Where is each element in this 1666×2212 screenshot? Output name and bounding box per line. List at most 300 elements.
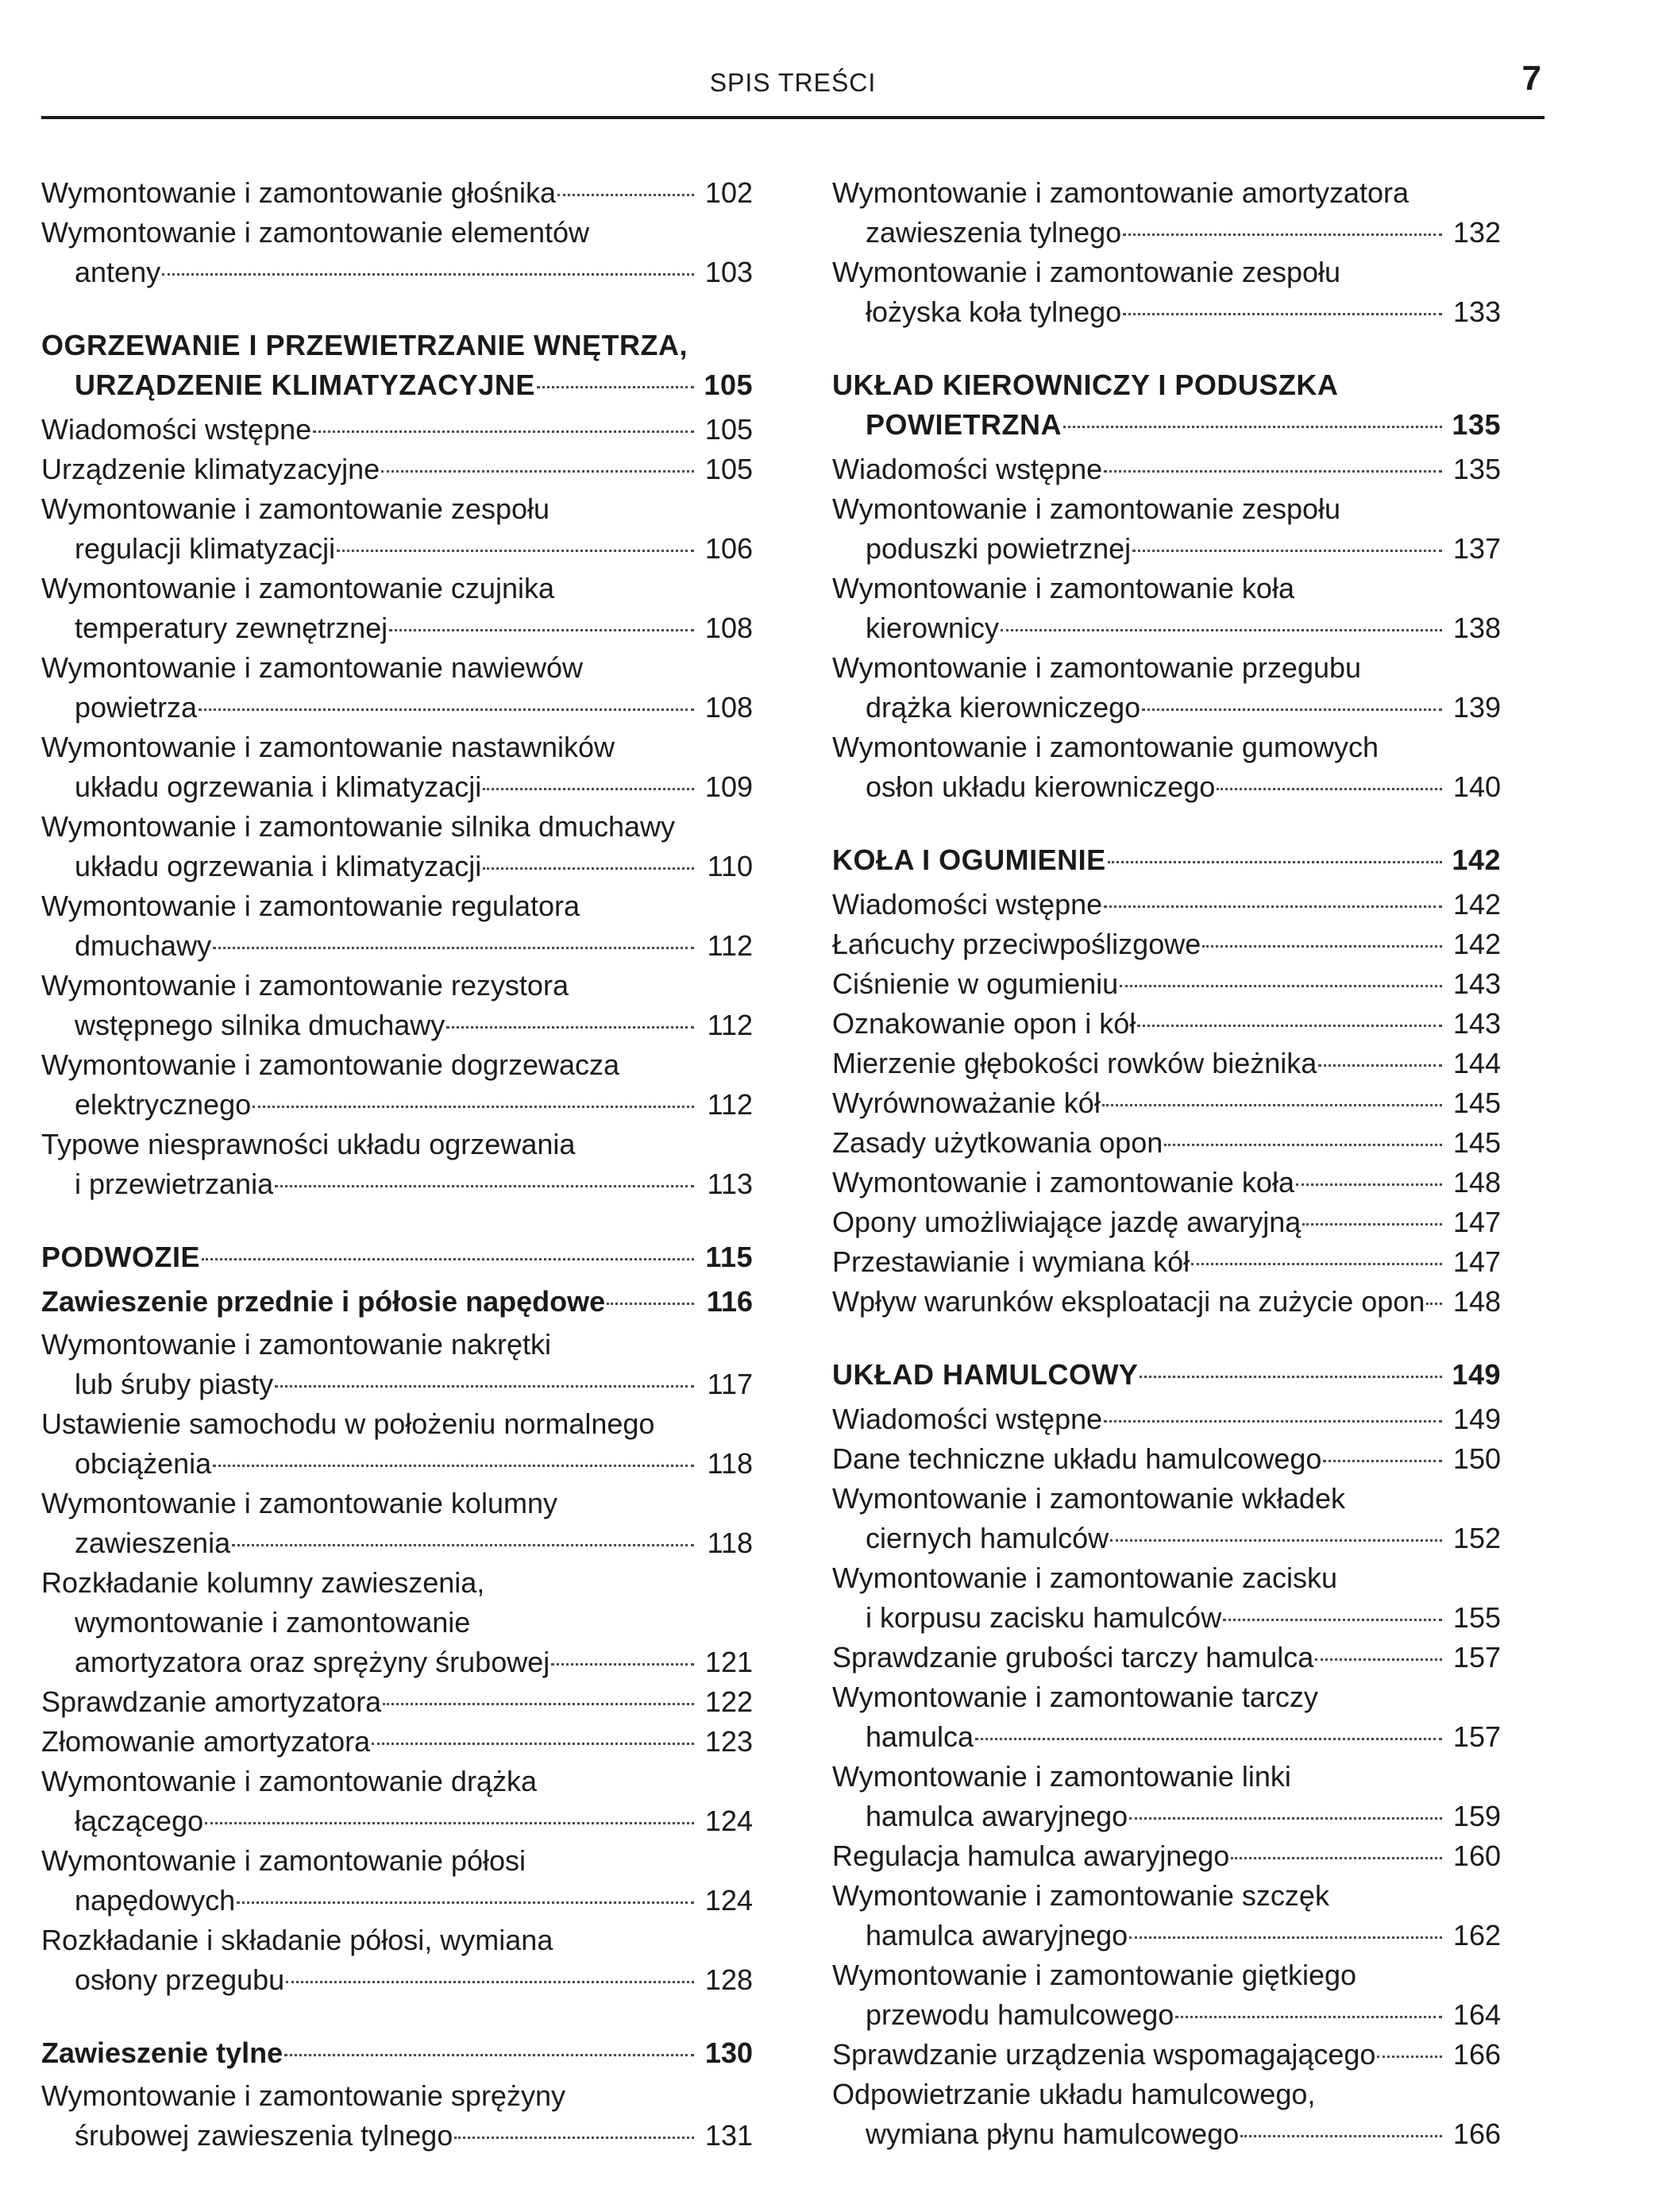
toc-entry-title-line: przewodu hamulcowego	[866, 1998, 1174, 2031]
toc-entry-title-line: wymontowanie i zamontowanie	[75, 1606, 471, 1639]
toc-subsection-heading	[41, 1282, 753, 1322]
toc-page-number: 110	[707, 850, 753, 882]
toc-page-number: 166	[1452, 2117, 1501, 2150]
dot-leader	[483, 788, 694, 790]
toc-entry-leader-row	[832, 1044, 1501, 1083]
dot-leader	[199, 708, 694, 711]
toc-entry-leader-row	[832, 1598, 1501, 1638]
dot-leader	[389, 629, 694, 631]
toc-entry	[41, 807, 753, 886]
toc-entry-leader-row	[832, 964, 1501, 1004]
toc-entry-title-line: hamulca awaryjnego	[866, 1919, 1128, 1951]
toc-entry-title-line: Wymontowanie i zamontowanie linki	[832, 1760, 1291, 1793]
toc-entry-leader-row	[41, 529, 753, 569]
toc-entry-title-line: Wymontowanie i zamontowanie elementów	[41, 216, 590, 249]
toc-entry-leader-row	[41, 253, 753, 292]
toc-page-number: 147	[1452, 1245, 1501, 1278]
toc-entry	[41, 886, 753, 966]
toc-entry-leader-row	[832, 1203, 1501, 1242]
dot-leader	[1104, 905, 1442, 908]
dot-leader	[1120, 985, 1442, 987]
toc-entry-title-line: śrubowej zawieszenia tylnego	[75, 2119, 453, 2152]
toc-entry	[41, 450, 753, 489]
toc-page-number: 118	[707, 1447, 753, 1480]
toc-page-number: 148	[1452, 1166, 1501, 1199]
toc-entry-leader-row	[832, 450, 1501, 489]
toc-entry-title-line: Wymontowanie i zamontowanie gumowych	[832, 731, 1379, 763]
toc-entry-leader-row	[41, 688, 753, 728]
toc-entry	[832, 885, 1501, 925]
toc-entry	[832, 1083, 1501, 1123]
toc-entry-title-line: Wymontowanie i zamontowanie koła	[832, 1166, 1294, 1199]
toc-entry	[832, 253, 1501, 332]
toc-entry-title-line: Zasady użytkowania opon	[832, 1126, 1163, 1159]
toc-entry-leader-row	[832, 1797, 1501, 1836]
dot-leader	[383, 1703, 694, 1705]
toc-page-number: 105	[704, 453, 753, 485]
toc-page-number: 118	[707, 1527, 753, 1559]
toc-entry-leader-row	[832, 608, 1501, 648]
toc-entry-leader-row	[41, 1682, 753, 1722]
toc-entry-leader-row	[832, 885, 1501, 925]
toc-entry-leader-row	[41, 926, 753, 966]
toc-entry-title-line: układu ogrzewania i klimatyzacji	[75, 770, 482, 803]
dot-leader	[213, 1465, 694, 1467]
toc-section-heading	[832, 1355, 1501, 1395]
toc-entry-leader-row	[832, 767, 1501, 807]
toc-entry-leader-row	[832, 1916, 1501, 1955]
toc-entry-title-line: Regulacja hamulca awaryjnego	[832, 1839, 1230, 1872]
dot-leader	[483, 867, 694, 870]
toc-entry	[41, 1404, 753, 1484]
toc-entry-title-line: napędowych	[75, 1884, 236, 1917]
toc-page-number: 103	[704, 256, 753, 288]
dot-leader	[337, 550, 694, 552]
toc-entry-leader-row	[832, 1638, 1501, 1677]
toc-page-number: 116	[706, 1285, 753, 1318]
toc-entry	[832, 1203, 1501, 1242]
toc-page-number: 155	[1452, 1601, 1501, 1634]
toc-entry-title-line: Wymontowanie i zamontowanie zespołu	[832, 256, 1341, 288]
toc-entry-title-line: Sprawdzanie amortyzatora	[41, 1685, 382, 1718]
toc-page-number: 108	[704, 691, 753, 724]
toc-page-number: 102	[704, 176, 753, 209]
toc-entry	[832, 1757, 1501, 1836]
dot-leader	[202, 1258, 694, 1260]
toc-page-number: 131	[704, 2119, 753, 2152]
toc-entry-title-line: Wymontowanie i zamontowanie nawiewów	[41, 651, 583, 684]
toc-entry-title-line: Wymontowanie i zamontowanie zespołu	[832, 492, 1341, 525]
toc-entry-title-line: amortyzatora oraz sprężyny śrubowej	[75, 1646, 550, 1678]
dot-leader	[1104, 470, 1442, 473]
toc-page-number: 124	[704, 1805, 753, 1837]
toc-entry-leader-row	[832, 1163, 1501, 1203]
toc-entry-title-line: i korpusu zacisku hamulców	[866, 1601, 1222, 1634]
toc-page-number: 124	[704, 1884, 753, 1917]
dot-leader	[557, 194, 694, 196]
toc-entry	[832, 1044, 1501, 1083]
toc-entry-leader-row	[832, 1004, 1501, 1044]
toc-entry-leader-row	[41, 1960, 753, 2000]
toc-entry-title-line: zawieszenia tylnego	[866, 216, 1122, 249]
toc-page-number: 130	[704, 2036, 753, 2069]
toc-entry-leader-row	[832, 529, 1501, 569]
toc-entry	[41, 1563, 753, 1682]
toc-entry-title-line: Mierzenie głębokości rowków bieżnika	[832, 1047, 1317, 1079]
toc-page-number: 122	[704, 1685, 753, 1718]
toc-page-number: 105	[704, 413, 753, 446]
toc-entry	[832, 648, 1501, 728]
toc-entry-leader-row	[832, 1717, 1501, 1757]
toc-entry-leader-row	[41, 1282, 753, 1322]
toc-page-number: 152	[1452, 1522, 1501, 1554]
toc-entry	[41, 1682, 753, 1722]
toc-entry-title-line: Wymontowanie i zamontowanie tarczy	[832, 1681, 1318, 1713]
toc-entry-leader-row	[41, 1365, 753, 1404]
toc-entry-title-line: Sprawdzanie grubości tarczy hamulca	[832, 1641, 1314, 1673]
toc-entry-title-line: anteny	[75, 256, 161, 288]
toc-entry-title-line: Zawieszenie przednie i półosie napędowe	[41, 1285, 606, 1318]
page-number: 7	[1521, 59, 1541, 98]
toc-entry	[41, 173, 753, 213]
toc-entry-title-line: POWIETRZNA	[866, 408, 1062, 441]
toc-entry-title-line: Oznakowanie opon i kół	[832, 1007, 1136, 1040]
toc-page-number: 106	[704, 532, 753, 565]
toc-entry-title-line: Wiadomości wstępne	[832, 453, 1103, 485]
toc-entry	[832, 1955, 1501, 2035]
toc-entry-title-line: Wpływ warunków eksploatacji na zużycie opon	[832, 1285, 1425, 1318]
toc-entry-leader-row	[832, 840, 1501, 880]
toc-entry-title-line: regulacji klimatyzacji	[75, 532, 336, 565]
toc-entry-title-line: osłon układu kierowniczego	[866, 770, 1216, 803]
dot-leader	[1132, 550, 1442, 552]
toc-page-number: 121	[704, 1646, 753, 1678]
toc-entry-title-line: Przestawianie i wymiana kół	[832, 1245, 1190, 1278]
toc-entry-title-line: powietrza	[75, 691, 198, 724]
dot-leader	[1217, 788, 1442, 790]
toc-page-number: 157	[1452, 1641, 1501, 1673]
dot-leader	[1102, 1104, 1442, 1106]
toc-entry-leader-row	[41, 450, 753, 489]
toc-entry-title-line: hamulca	[866, 1720, 974, 1753]
toc-entry	[832, 925, 1501, 964]
toc-entry-leader-row	[832, 1439, 1501, 1479]
toc-entry-title-line: Wyrównoważanie kół	[832, 1087, 1101, 1119]
toc-entry	[41, 1921, 753, 2000]
toc-page-number: 147	[1452, 1206, 1501, 1238]
toc-page-number: 143	[1452, 967, 1501, 1000]
toc-entry-title-line: Rozkładanie kolumny zawieszenia,	[41, 1566, 485, 1599]
toc-page-number: 157	[1452, 1720, 1501, 1753]
toc-entry-leader-row	[41, 1237, 753, 1277]
toc-entry-title-line: Wymontowanie i zamontowanie rezystora	[41, 969, 569, 1002]
toc-entry-title-line: poduszki powietrznej	[866, 532, 1132, 565]
dot-leader	[1191, 1263, 1442, 1265]
toc-page-number: 145	[1452, 1126, 1501, 1159]
toc-entry-title-line: UKŁAD KIEROWNICZY I PODUSZKA	[832, 369, 1339, 401]
toc-entry-title-line: Wiadomości wstępne	[832, 888, 1103, 921]
toc-page-number: 109	[704, 770, 753, 803]
dot-leader	[1001, 629, 1442, 631]
toc-entry	[41, 1841, 753, 1921]
toc-entry-title-line: wstępnego silnika dmuchawy	[75, 1009, 445, 1041]
toc-entry-title-line: Ciśnienie w ogumieniu	[832, 967, 1119, 1000]
dot-leader	[537, 386, 694, 388]
toc-entry	[832, 1399, 1501, 1439]
toc-entry-title-line: i przewietrzania	[75, 1168, 274, 1200]
toc-column-left	[41, 173, 753, 2156]
toc-entry-title-line: UKŁAD HAMULCOWY	[832, 1358, 1139, 1391]
toc-entry-title-line: łączącego	[75, 1805, 204, 1837]
toc-entry-leader-row	[41, 767, 753, 807]
toc-entry-leader-row	[41, 2033, 753, 2073]
toc-entry-title-line: dmuchawy	[75, 929, 212, 962]
toc-page-number: 137	[1452, 532, 1501, 565]
toc-entry-leader-row	[41, 1801, 753, 1841]
toc-entry-title-line: Urządzenie klimatyzacyjne	[41, 453, 380, 485]
toc-entry-title-line: Wymontowanie i zamontowanie giętkiego	[832, 1959, 1357, 1991]
toc-entry-leader-row	[832, 2114, 1501, 2154]
toc-page-number: 128	[704, 1963, 753, 1996]
toc-page-number: 144	[1452, 1047, 1501, 1079]
toc-entry-title-line: Ustawienie samochodu w położeniu normalnego	[41, 1407, 655, 1440]
toc-page-number: 113	[707, 1168, 753, 1200]
toc-entry	[41, 1125, 753, 1204]
toc-entry	[832, 489, 1501, 569]
toc-entry-leader-row	[832, 292, 1501, 332]
dot-leader	[1063, 426, 1442, 428]
toc-entry-title-line: drążka kierowniczego	[866, 691, 1141, 724]
toc-entry-leader-row	[41, 410, 753, 450]
toc-page-number: 142	[1452, 888, 1501, 921]
toc-entry	[832, 1242, 1501, 1282]
toc-entry-title-line: Wymontowanie i zamontowanie wkładek	[832, 1482, 1345, 1515]
toc-page-number: 135	[1452, 408, 1501, 441]
toc-entry-title-line: łożyska koła tylnego	[866, 295, 1122, 328]
toc-entry-leader-row	[832, 1355, 1501, 1395]
toc-page-number: 115	[705, 1241, 753, 1273]
toc-entry	[832, 1638, 1501, 1677]
toc-page-number: 149	[1452, 1358, 1501, 1391]
dot-leader	[232, 1544, 694, 1546]
toc-entry-title-line: Wymontowanie i zamontowanie silnika dmuchawy	[41, 810, 676, 843]
dot-leader	[1315, 1658, 1442, 1661]
toc-entry-title-line: Łańcuchy przeciwpoślizgowe	[832, 928, 1201, 960]
toc-entry	[832, 1677, 1501, 1757]
toc-entry-leader-row	[832, 1399, 1501, 1439]
dot-leader	[1142, 708, 1442, 711]
toc-entry-title-line: Typowe niesprawności układu ogrzewania	[41, 1128, 576, 1160]
toc-entry	[41, 1325, 753, 1404]
dot-leader	[1231, 1857, 1442, 1859]
toc-section-heading	[41, 326, 753, 405]
page-header	[41, 59, 1545, 119]
toc-entry-title-line: Wymontowanie i zamontowanie głośnika	[41, 176, 556, 209]
toc-entry	[832, 173, 1501, 253]
toc-entry-leader-row	[832, 1519, 1501, 1558]
toc-entry-leader-row	[832, 1242, 1501, 1282]
toc-page-number: 164	[1452, 1998, 1501, 2031]
dot-leader	[1223, 1619, 1442, 1621]
toc-page-number: 123	[704, 1725, 753, 1758]
toc-entry-title-line: Wymontowanie i zamontowanie czujnika	[41, 572, 554, 604]
dot-leader	[1104, 1420, 1442, 1423]
toc-entry-title-line: PODWOZIE	[41, 1241, 200, 1273]
toc-entry	[832, 1558, 1501, 1638]
dot-leader	[1140, 1376, 1442, 1378]
dot-leader	[454, 2137, 694, 2139]
toc-page-number: 112	[707, 1088, 753, 1121]
toc-entry	[41, 410, 753, 450]
toc-entry	[41, 1045, 753, 1125]
toc-entry-leader-row	[41, 365, 753, 405]
toc-entry-leader-row	[41, 1444, 753, 1484]
toc-entry-title-line: Wymontowanie i zamontowanie półosi	[41, 1844, 526, 1877]
toc-entry-title-line: układu ogrzewania i klimatyzacji	[75, 850, 482, 882]
dot-leader	[1164, 1144, 1442, 1146]
toc-entry	[832, 1479, 1501, 1558]
toc-entry-leader-row	[832, 405, 1501, 445]
toc-entry	[41, 1762, 753, 1841]
dot-leader	[275, 1185, 694, 1187]
toc-page-number: 135	[1452, 453, 1501, 485]
toc-page-number: 112	[707, 929, 753, 962]
toc-entry-title-line: Wymontowanie i zamontowanie amortyzatora	[832, 176, 1409, 209]
toc-entry	[41, 648, 753, 728]
toc-page-number: 150	[1452, 1442, 1501, 1475]
toc-subsection-heading	[41, 2033, 753, 2073]
toc-entry-title-line: Wymontowanie i zamontowanie kolumny	[41, 1487, 557, 1519]
toc-entry	[41, 213, 753, 292]
dot-leader	[1296, 1183, 1442, 1186]
dot-leader	[1302, 1223, 1442, 1226]
toc-entry-leader-row	[832, 1836, 1501, 1876]
dot-leader	[162, 273, 694, 276]
toc-entry-title-line: Wymontowanie i zamontowanie przegubu	[832, 651, 1362, 684]
toc-page-number: 105	[704, 369, 753, 401]
toc-entry-title-line: Wymontowanie i zamontowanie koła	[832, 572, 1294, 604]
toc-entry-title-line: Zawieszenie tylne	[41, 2036, 283, 2069]
toc-entry	[832, 569, 1501, 648]
toc-entry-title-line: Wymontowanie i zamontowanie szczęk	[832, 1879, 1329, 1912]
toc-page-number: 133	[1452, 295, 1501, 328]
toc-entry-leader-row	[41, 608, 753, 648]
toc-entry-leader-row	[832, 1123, 1501, 1163]
toc-entry	[832, 1123, 1501, 1163]
dot-leader	[372, 1743, 694, 1745]
dot-leader	[284, 2054, 694, 2056]
toc-entry-title-line: elektrycznego	[75, 1088, 252, 1121]
toc-entry-title-line: zawieszenia	[75, 1527, 231, 1559]
toc-entry-title-line: temperatury zewnętrznej	[75, 612, 388, 644]
toc-entry-leader-row	[832, 1995, 1501, 2035]
dot-leader	[205, 1822, 694, 1824]
toc-page-number: 166	[1452, 2038, 1501, 2071]
toc-entry-title-line: Wymontowanie i zamontowanie zacisku	[832, 1562, 1337, 1594]
toc-entry	[832, 1439, 1501, 1479]
toc-entry-leader-row	[832, 925, 1501, 964]
toc-page-number: 112	[707, 1009, 753, 1041]
toc-entry-title-line: Wymontowanie i zamontowanie sprężyny	[41, 2079, 565, 2112]
toc-entry-title-line: Opony umożliwiające jazdę awaryjną	[832, 1206, 1302, 1238]
dot-leader	[1129, 1817, 1442, 1820]
toc-entry-title-line: Wymontowanie i zamontowanie drążka	[41, 1765, 537, 1797]
dot-leader	[446, 1026, 694, 1029]
toc-entry-leader-row	[41, 1085, 753, 1125]
toc-entry-leader-row	[41, 1523, 753, 1563]
toc-page-number: 145	[1452, 1087, 1501, 1119]
toc-entry-leader-row	[832, 1083, 1501, 1123]
toc-entry-title-line: Wymontowanie i zamontowanie nakrętki	[41, 1328, 551, 1361]
dot-leader	[213, 947, 694, 949]
dot-leader	[607, 1303, 694, 1305]
toc-entry-title-line: Wymontowanie i zamontowanie zespołu	[41, 492, 550, 525]
toc-entry-leader-row	[41, 847, 753, 886]
toc-entry-leader-row	[41, 1006, 753, 1045]
toc-entry	[41, 569, 753, 648]
toc-entry-title-line: kierownicy	[866, 612, 1000, 644]
dot-leader	[1129, 1936, 1442, 1939]
toc-page-number: 139	[1452, 691, 1501, 724]
dot-leader	[1123, 313, 1442, 315]
dot-leader	[1137, 1025, 1442, 1027]
toc-page-number: 132	[1452, 216, 1501, 249]
toc-page-number: 142	[1452, 928, 1501, 960]
toc-entry-title-line: Dane techniczne układu hamulcowego	[832, 1442, 1322, 1475]
toc-entry-leader-row	[41, 1164, 753, 1204]
toc-entry-title-line: obciążenia	[75, 1447, 212, 1480]
toc-entry-title-line: Rozkładanie i składanie półosi, wymiana	[41, 1924, 553, 1956]
toc-entry	[832, 1163, 1501, 1203]
dot-leader	[237, 1901, 694, 1904]
toc-entry-title-line: Wymontowanie i zamontowanie regulatora	[41, 890, 580, 922]
toc-page-number: 140	[1452, 770, 1501, 803]
dot-leader	[1202, 945, 1442, 948]
dot-leader	[1175, 2016, 1442, 2018]
toc-section-heading	[832, 365, 1501, 445]
toc-entry-leader-row	[832, 688, 1501, 728]
toc-entry	[832, 450, 1501, 489]
toc-page-number: 159	[1452, 1800, 1501, 1832]
toc-entry	[832, 1282, 1501, 1322]
toc-page-number: 162	[1452, 1919, 1501, 1951]
toc-entry-leader-row	[832, 2035, 1501, 2075]
dot-leader	[1240, 2135, 1442, 2137]
toc-entry-title-line: wymiana płynu hamulcowego	[866, 2117, 1240, 2150]
dot-leader	[1110, 1539, 1442, 1542]
dot-leader	[286, 1981, 694, 1983]
dot-leader	[1377, 2056, 1442, 2058]
toc-entry	[41, 1722, 753, 1762]
toc-entry-leader-row	[832, 1282, 1501, 1322]
dot-leader	[313, 430, 694, 433]
toc-entry-title-line: Wiadomości wstępne	[832, 1403, 1103, 1435]
toc-entry	[41, 489, 753, 569]
toc-entry-title-line: lub śruby piasty	[75, 1368, 274, 1400]
toc-entry-title-line: Złomowanie amortyzatora	[41, 1725, 371, 1758]
dot-leader	[975, 1738, 1442, 1740]
toc-page-number: 138	[1452, 612, 1501, 644]
toc-entry	[832, 964, 1501, 1004]
toc-entry	[41, 1484, 753, 1563]
toc-entry-leader-row	[41, 1643, 753, 1682]
toc-page-number: 149	[1452, 1403, 1501, 1435]
toc-page-number: 148	[1452, 1285, 1501, 1318]
toc-entry-title-line: Wiadomości wstępne	[41, 413, 312, 446]
toc-entry-title-line: OGRZEWANIE I PRZEWIETRZANIE WNĘTRZA,	[41, 329, 688, 361]
toc-entry	[832, 2035, 1501, 2075]
toc-section-heading	[41, 1237, 753, 1277]
